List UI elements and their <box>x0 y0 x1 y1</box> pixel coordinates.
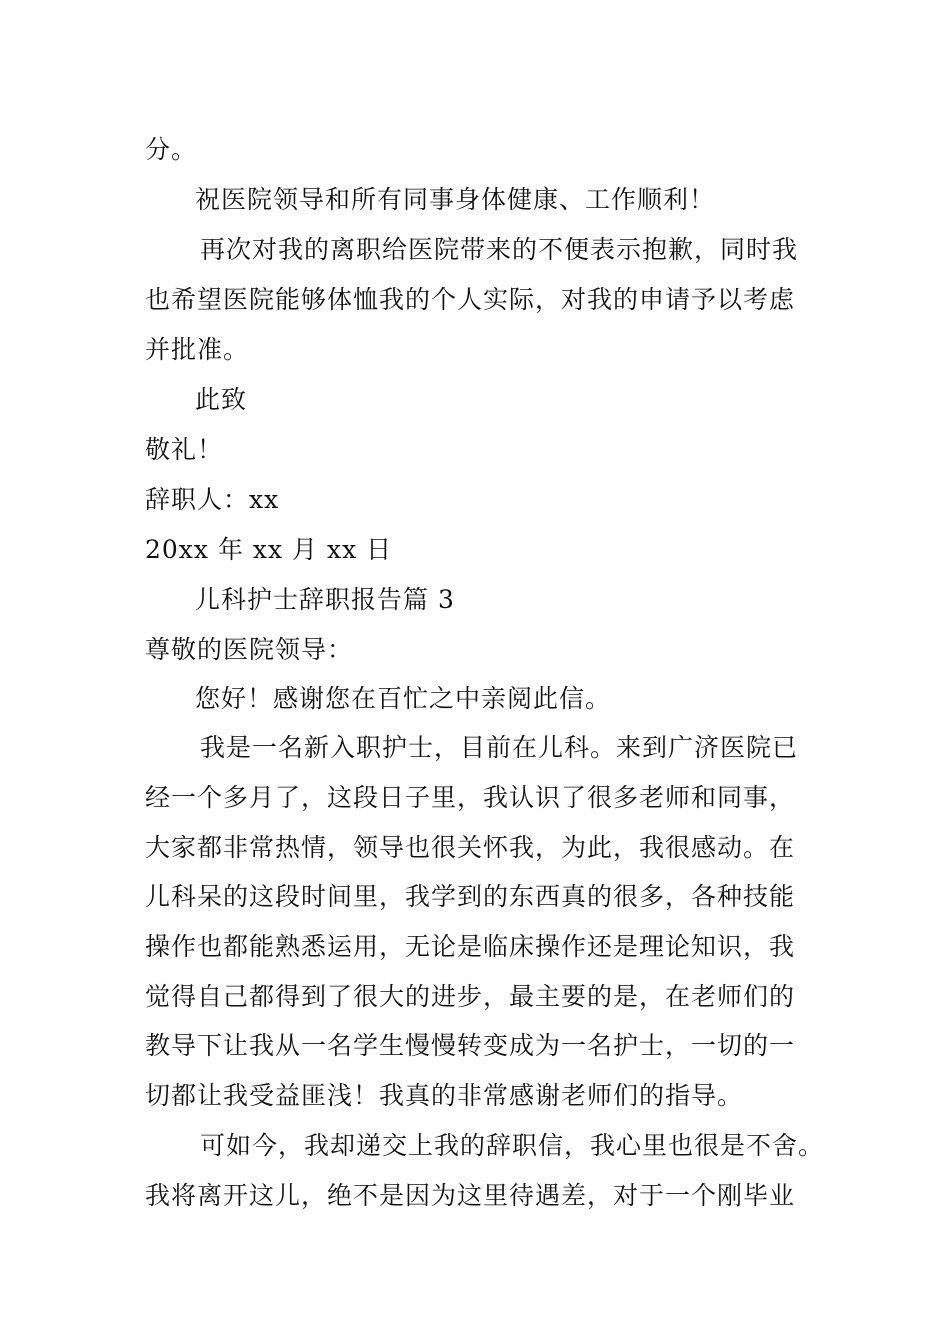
text-line: 敬礼！ <box>145 435 224 464</box>
salutation: 尊敬的医院领导： <box>145 635 354 664</box>
text-line: 我将离开这儿，绝不是因为这里待遇差，对于一个刚毕业 <box>145 1181 796 1210</box>
text-line: 教导下让我从一名学生慢慢转变成为一名护士，一切的一 <box>145 1031 796 1060</box>
text-line: 您好！感谢您在百忙之中亲阅此信。 <box>195 684 612 713</box>
text-line: 20xx 年 xx 月 xx 日 <box>145 535 393 564</box>
text-line: 我是一名新入职护士，目前在儿科。来到广济医院已 <box>200 733 799 762</box>
text-line: 大家都非常热情，领导也很关怀我，为此，我很感动。在 <box>145 833 796 862</box>
text-line: 觉得自己都得到了很大的进步，最主要的是，在老师们的 <box>145 982 796 1011</box>
text-line: 经一个多月了，这段日子里，我认识了很多老师和同事， <box>145 783 796 812</box>
text-line: 并批准。 <box>145 335 250 364</box>
text-line: 可如今，我却递交上我的辞职信，我心里也很是不舍。 <box>200 1131 825 1160</box>
text-line: 祝医院领导和所有同事身体健康、工作顺利！ <box>195 185 716 214</box>
text-line: 儿科呆的这段时间里，我学到的东西真的很多，各种技能 <box>145 882 796 911</box>
text-line: 再次对我的离职给医院带来的不便表示抱歉，同时我 <box>200 235 799 264</box>
text-line: 切都让我受益匪浅！我真的非常感谢老师们的指导。 <box>145 1081 744 1110</box>
text-line: 操作也都能熟悉运用，无论是临床操作还是理论知识，我 <box>145 932 796 961</box>
text-line: 分。 <box>145 135 198 164</box>
text-line: 此致 <box>195 385 248 414</box>
section-heading: 儿科护士辞职报告篇 3 <box>195 585 455 614</box>
text-line: 辞职人：xx <box>145 485 280 514</box>
text-line: 也希望医院能够体恤我的个人实际，对我的申请予以考虑 <box>145 285 796 314</box>
